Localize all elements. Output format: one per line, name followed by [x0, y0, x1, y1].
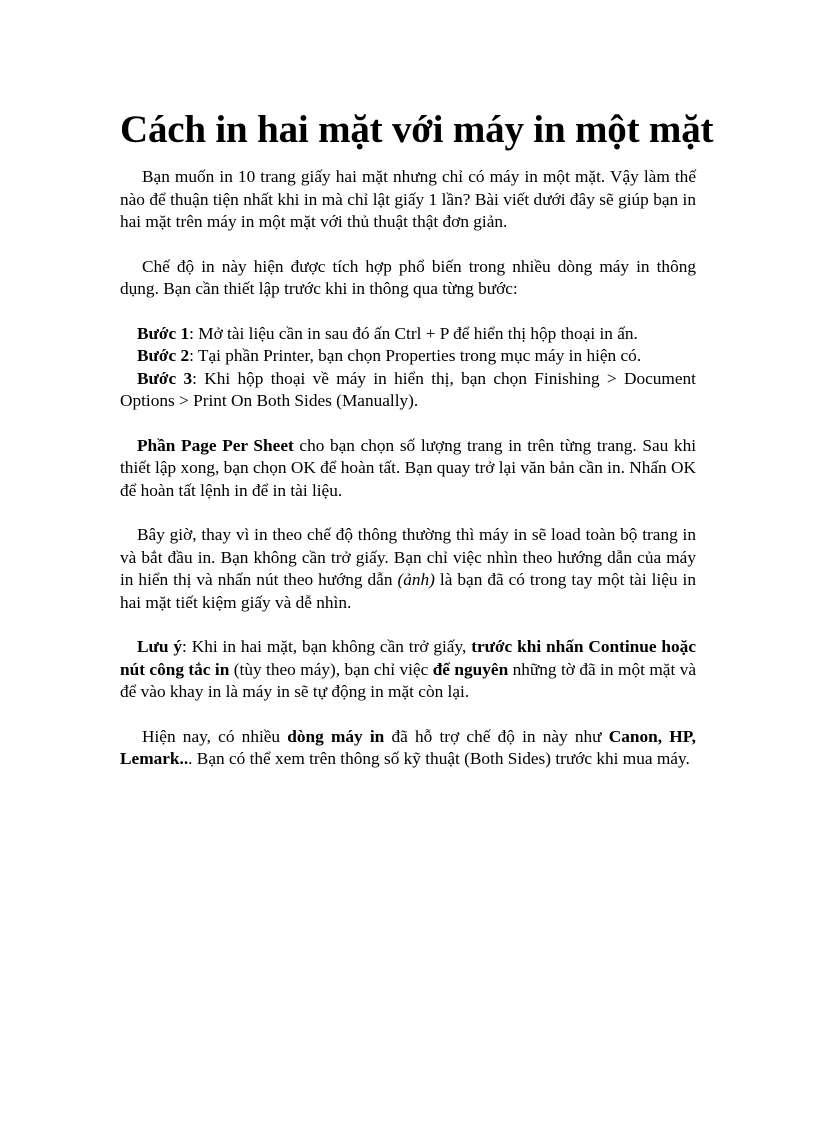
paragraph-spacer: [120, 614, 696, 636]
paragraph-spacer: [120, 301, 696, 323]
printing-now-text-2: là bạn đã có trong tay một tài liệu in hai mặt tiết kiệm giấy và dễ nhìn.: [120, 570, 696, 612]
step-2-label: Bước 2: [137, 346, 190, 365]
note-text-3: những tờ đã in một mặt và để vào khay in là máy in sẽ tự động in mặt còn lại.: [120, 659, 697, 701]
step-2: [120, 345, 696, 368]
current-printers-paragraph: [120, 726, 696, 771]
current-text-1: Hiện nay, có nhiều: [142, 726, 288, 746]
step-2-text: : Tại phần Printer, bạn chọn Properties trong mục máy in hiện có.: [189, 346, 642, 365]
print-mode-paragraph: Chế độ in này hiện được tích hợp phổ biến trong nhiều dòng máy in thông dụng. Bạn cần thiết lập trước khi in thông qua từng bước:: [120, 256, 696, 298]
current-bold-1: dòng máy in: [287, 726, 385, 746]
note-paragraph: [120, 636, 696, 704]
steps-list: [120, 323, 696, 413]
document-title: Cách in hai mặt với máy in một mặt: [120, 108, 714, 151]
image-reference: (ảnh): [397, 570, 435, 589]
paragraph-spacer: [120, 413, 696, 435]
document-page: [120, 104, 714, 771]
page-per-sheet-paragraph: [120, 435, 696, 503]
printing-now-text-1: Bây giờ, thay vì in theo chế độ thông thường thì máy in sẽ load toàn bộ trang in và bắt đầu in. Bạn không cần trở giấy. Bạn chỉ việc nhìn theo hướng dẫn của máy in hiển thị và nhấn nút theo hướng dẫn: [120, 525, 696, 589]
note-bold-2: để nguyên: [432, 659, 509, 679]
paragraph-spacer: [120, 234, 696, 256]
intro-paragraph: Bạn muốn in 10 trang giấy hai mặt nhưng chỉ có máy in một mặt. Vậy làm thế nào để thuận tiện nhất khi in mà chỉ lật giấy 1 lần? Bài viết dưới đây sẽ giúp bạn in hai mặt trên máy in một mặt với thủ thuật thật đơn giản.: [120, 167, 696, 231]
step-1-label: Bước 1: [137, 323, 190, 343]
page-per-sheet-label: Phần Page Per Sheet: [137, 435, 294, 455]
paragraph-spacer: [120, 502, 696, 524]
page-per-sheet-text: cho bạn chọn số lượng trang in trên từng trang. Sau khi thiết lập xong, bạn chọn OK để hoàn tất. Bạn quay trở lại văn bản cần in. Nhấn OK để hoàn tất lệnh in để in tài liệu.: [120, 435, 697, 500]
note-label: Lưu ý: [137, 637, 183, 656]
current-text-2: đã hỗ trợ chế độ in này như: [384, 726, 609, 746]
paragraph-spacer: [120, 704, 696, 726]
step-1-text: : Mở tài liệu cần in sau đó ấn Ctrl + P để hiển thị hộp thoại in ấn.: [189, 323, 638, 343]
step-3-label: Bước 3: [137, 368, 193, 388]
current-bold-2: Canon, HP, Lemark..: [120, 726, 697, 768]
step-1: [120, 323, 696, 346]
note-bold-1: trước khi nhấn Continue hoặc nút công tắc in: [120, 637, 696, 679]
step-3: [120, 368, 696, 413]
current-text-3: . Bạn có thể xem trên thông số kỹ thuật (Both Sides) trước khi mua máy.: [188, 749, 690, 768]
printing-now-paragraph: [120, 524, 696, 614]
note-text-1: : Khi in hai mặt, bạn không cần trở giấy,: [182, 637, 472, 656]
note-text-2: (tùy theo máy), bạn chỉ việc: [229, 659, 433, 679]
step-3-text: : Khi hộp thoại về máy in hiển thị, bạn chọn Finishing > Document Options > Print On Both Sides (Manually).: [120, 368, 696, 410]
